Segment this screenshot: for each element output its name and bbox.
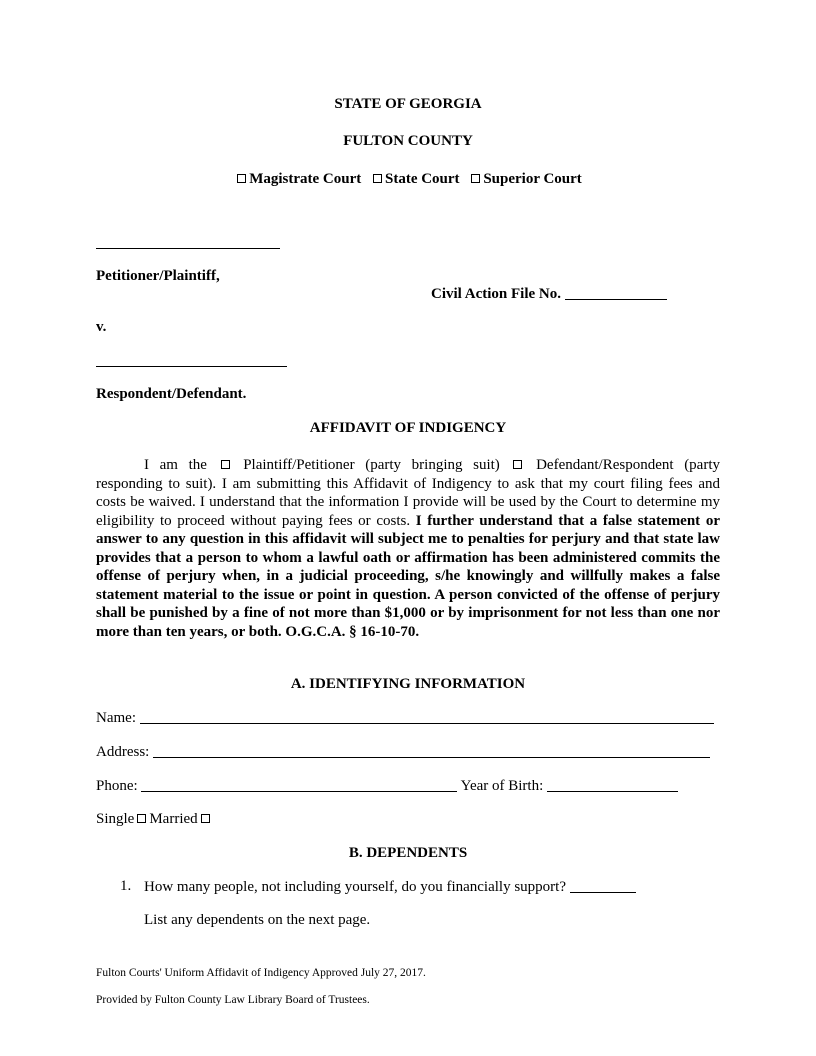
state-court-checkbox[interactable] [373,174,382,183]
phone-label: Phone: [96,778,138,794]
name-field[interactable] [140,709,714,724]
question-1 [144,878,636,896]
single-label: Single [96,811,135,827]
footer-provider: Provided by Fulton County Law Library Board of Trustees. [96,994,370,1006]
intro-prefix: I am the [144,457,207,473]
question-1-number: 1. [120,878,132,894]
question-1-note: List any dependents on the next page. [144,912,371,928]
respondent-name-line[interactable] [96,366,287,367]
phone-row [96,777,678,795]
phone-field[interactable] [141,777,457,792]
magistrate-court-checkbox[interactable] [237,174,246,183]
petitioner-name-line[interactable] [96,248,280,249]
footer-approval: Fulton Courts' Uniform Affidavit of Indigency Approved July 27, 2017. [96,967,426,979]
single-checkbox[interactable] [137,814,146,823]
affidavit-title: AFFIDAVIT OF INDIGENCY [309,420,507,436]
year-of-birth-label: Year of Birth: [460,778,544,794]
year-of-birth-field[interactable] [547,777,678,792]
married-checkbox[interactable] [201,814,210,823]
intro-text: I am submitting this Affidavit of Indigency to ask that my court filing fees and costs be waived. I understand that the information I provide will be used by the Court to determine my eligibility to proceed without paying fees or costs. [96,475,720,529]
perjury-warning: I further understand that a false statement or answer to any question in this affidavit will subject me to penalties for perjury and that state law provides that a person to whom a lawful oath or affirmation has been administered commits the offense of perjury when, in a judicial proceeding, s/he knowingly and willfully makes a false statement material to the issue or point in question. A person convicted of the offense of perjury shall be punished by a fine of not more than $1,000 or by imprisonment for not less than one nor more than ten years, or both. O.G.C.A. § 16-10-70. [96,512,720,640]
state-heading: STATE OF GEORGIA [334,96,482,112]
dependents-count-field[interactable] [570,878,636,893]
question-1-text: How many people, not including yourself, do you financially support? [144,879,566,895]
court-selection [0,171,816,188]
address-row [96,743,710,761]
magistrate-court-label: Magistrate Court [249,171,362,187]
state-court-label: State Court [384,171,460,187]
county-heading: FULTON COUNTY [343,133,473,149]
name-row [96,709,714,727]
defendant-checkbox[interactable] [513,460,522,469]
civil-action-number-field[interactable] [565,285,667,300]
respondent-label: Respondent/Defendant. [96,386,247,402]
defendant-option-label: Defendant/Respondent (party responding to suit). [96,457,721,492]
section-a-heading: A. IDENTIFYING INFORMATION [290,676,526,692]
address-label: Address: [96,744,150,760]
versus-label: v. [96,319,107,335]
civil-action-file [431,285,667,303]
name-label: Name: [96,710,136,726]
superior-court-checkbox[interactable] [471,174,480,183]
plaintiff-checkbox[interactable] [221,460,230,469]
superior-court-label: Superior Court [483,171,582,187]
address-field[interactable] [153,743,710,758]
affidavit-statement [96,456,720,641]
petitioner-label: Petitioner/Plaintiff, [96,268,220,284]
section-b-heading: B. DEPENDENTS [348,845,468,861]
marital-status-row [96,811,213,828]
civil-action-label: Civil Action File No. [431,286,561,302]
married-label: Married [149,811,198,827]
plaintiff-option-label: Plaintiff/Petitioner (party bringing suit) [243,457,500,473]
